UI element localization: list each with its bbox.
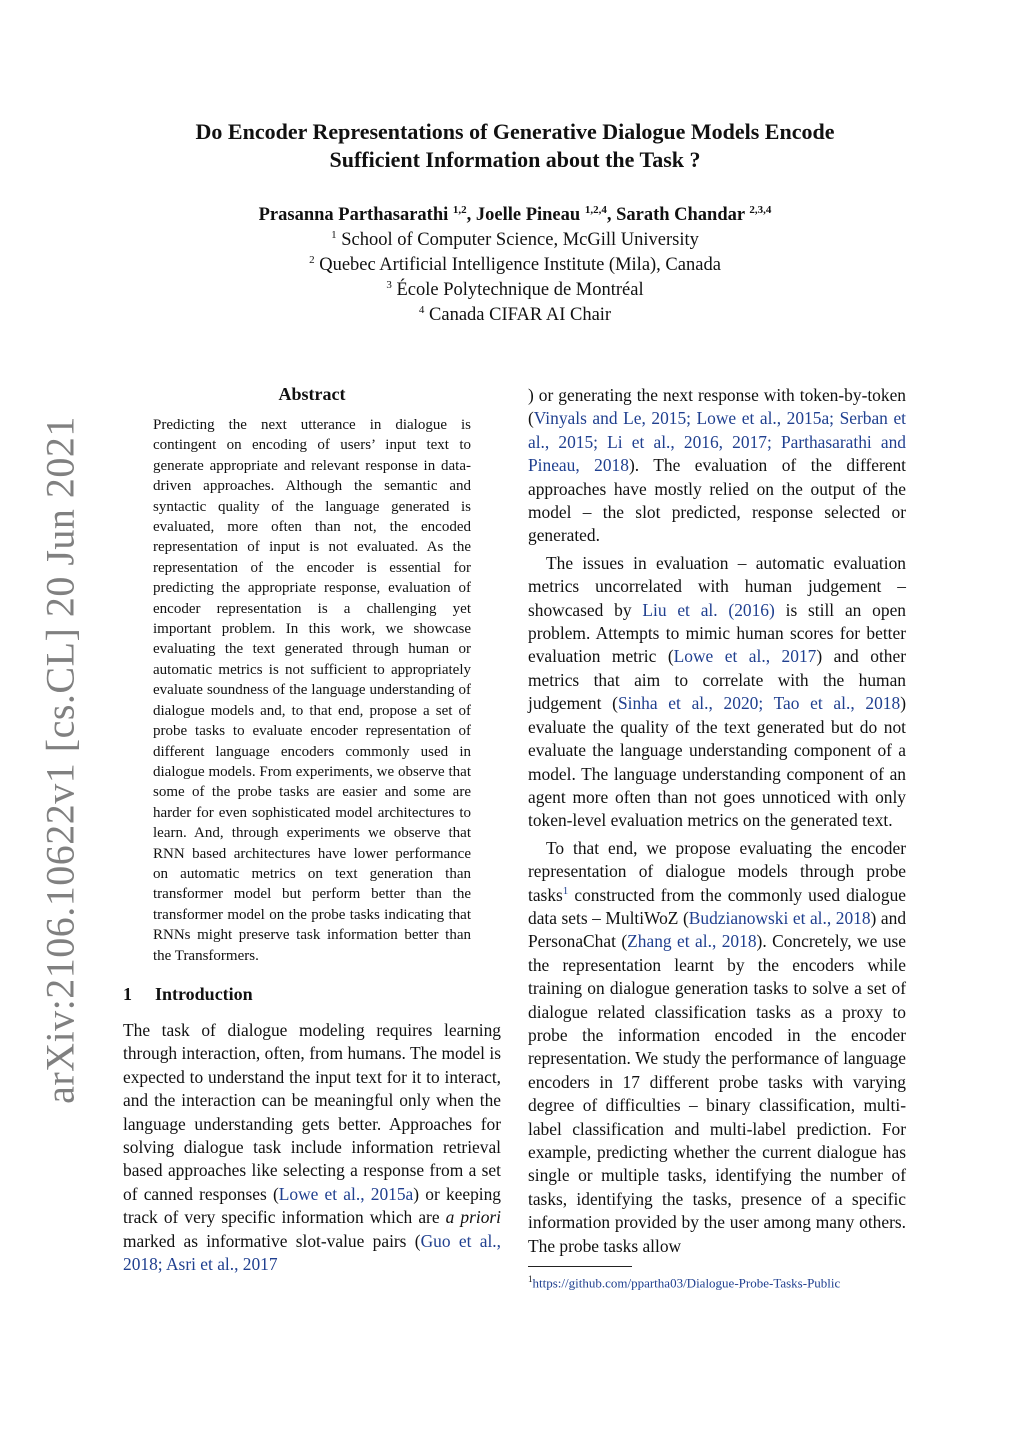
author-2-affil: 1,2,4 [584,204,607,216]
author-3-affil: 2,3,4 [749,204,772,216]
paper-title [120,118,910,174]
citation-link[interactable]: Vinyals and Le, 2015; Lowe et al., 2015a; Serban et al., 2015; Li et al., 2016, 2017; Parthasarathi and Pineau, 2018 [528,408,906,476]
footnote-rule [528,1266,632,1267]
intro-paragraph-3: To that end, we propose evaluating the encoder representation of dialogue models through probe tasks$^1$ constructed from the commonly used dialogue data sets – MultiWoZ (Budzianowski et al., 2018) and PersonaChat (Zhang et al., 2018). Concretely, we use the representation learnt by the encoders while training on dialogue generation tasks to solve a set of dialogue related classification tasks as a proxy to probe the information encoded in the encoder representation. We study the performance of language encoders in 17 different probe tasks with varying degree of difficulties – binary classification, multi-label classification and multi-label prediction. For example, predicting whether the current dialogue has single or multiple tasks, identifying the number of tasks, identifying the tasks, presence of a specific information provided by the user among many others. The probe tasks allow [528,837,907,1256]
intro-paragraph-1: The task of dialogue modeling requires learning through interaction, often, from humans. The model is expected to understand the input text for it to interact, and the interaction can be meaningful only when the language understanding gets better. Approaches for solving dialogue task include information retrieval based approaches like selecting a response from a set of canned responses (Lowe et al., 2015a) or keeping track of very specific information which are a priori marked as informative slot-value pairs (Guo et al., 2018; Asri et al., 2017 [123,1019,502,1275]
intro-paragraph-2: The issues in evaluation – automatic evaluation metrics uncorrelated with human judgement – showcased by Liu et al. (2016) is still an open problem. Attempts to mimic human scores for better evaluation metric (Lowe et al., 2017) and other metrics that aim to correlate with the human judgement (Sinha et al., 2020; Tao et al., 2018) evaluate the quality of the text generated but do not evaluate the language understanding component of a model. The language understanding component of an agent more often than not goes unnoticed with only token-level evaluation metrics on the generated text. [528,552,906,831]
author-2: , Joelle Pineau [466,205,585,225]
footnote [528,1271,906,1291]
left-column [123,384,501,1276]
affiliation-1: $^1$ School of Computer Science, McGill University [331,229,699,250]
title-line-2: Sufficient Information about the Task ? [329,147,701,172]
citation-link[interactable]: Lowe et al., 2015a [278,1183,414,1204]
author-names [120,203,910,228]
citation-link[interactable]: Budzianowski et al., 2018 [688,907,871,928]
section-title: Introduction [155,983,253,1004]
author-1: Prasanna Parthasarathi [258,205,453,225]
title-line-1: Do Encoder Representations of Generative Dialogue Models Encode [195,119,835,144]
arxiv-id: arXiv:2106.10622v1 [cs.CL] 20 Jun 2021 [37,416,83,1104]
affiliation-3: $^3$ École Polytechnique de Montréal [386,279,644,300]
footnote-number: 1 [528,1274,533,1285]
footnote-url-link[interactable]: https://github.com/ppartha03/Dialogue-Probe-Tasks-Public [532,1275,841,1291]
author-3: , Sarath Chandar [606,205,750,225]
arxiv-stamp [30,416,90,1104]
section-heading-introduction [123,984,501,1005]
affiliation-2: $^2$ Quebec Artificial Intelligence Institute (Mila), Canada [309,254,721,275]
affiliation-4: $^4$ Canada CIFAR AI Chair [418,304,612,325]
citation-link[interactable]: Zhang et al., 2018 [627,931,757,952]
intro-paragraph-1-continued: ) or generating the next response with token-by-token (Vinyals and Le, 2015; Lowe et al., 2015a; Serban et al., 2015; Li et al., 2016, 2017; Parthasarathi and Pineau, 2018). The evaluation of the different approaches have mostly relied on the output of the model – the slot predicted, response selected or generated. [528,385,906,546]
citation-link[interactable]: Lowe et al., 2017 [673,646,817,667]
citation-link[interactable]: Guo et al., 2018; Asri et al., 2017 [123,1230,501,1275]
author-block [120,203,910,328]
right-column [528,384,906,1291]
abstract-text: Predicting the next utterance in dialogue is contingent on encoding of users’ input text to generate appropriate and relevant response in data-driven approaches. Although the semantic and syntactic quality of the language generated is evaluated, more often than not, the encoded representation of input is not evaluated. As the representation of the encoder is essential for predicting the appropriate response, evaluation of encoder representation is a challenging yet important problem. In this work, we showcase evaluating the text generated through human or automatic metrics is not sufficient to appropriately evaluate soundness of the language understanding of dialogue models and, to that end, propose a set of probe tasks to evaluate encoder representation of different language encoders commonly used in dialogue models. From experiments, we observe that some of the probe tasks are easier and some are harder for even sophisticated model architectures to learn. And, through experiments we observe that RNN based architectures have lower performance on automatic metrics on text generation than transformer model but perform better than the transformer model on the probe tasks indicating that RNNs might preserve task information better than the Transformers. [153,417,471,964]
section-number: 1 [123,983,132,1004]
citation-link[interactable]: Sinha et al., 2020; Tao et al., 2018 [617,693,901,714]
footnote-marker[interactable]: 1 [562,884,569,897]
abstract-heading: Abstract [278,384,346,404]
citation-link[interactable]: Liu et al. (2016) [642,599,775,620]
author-1-affil: 1,2 [452,204,467,216]
